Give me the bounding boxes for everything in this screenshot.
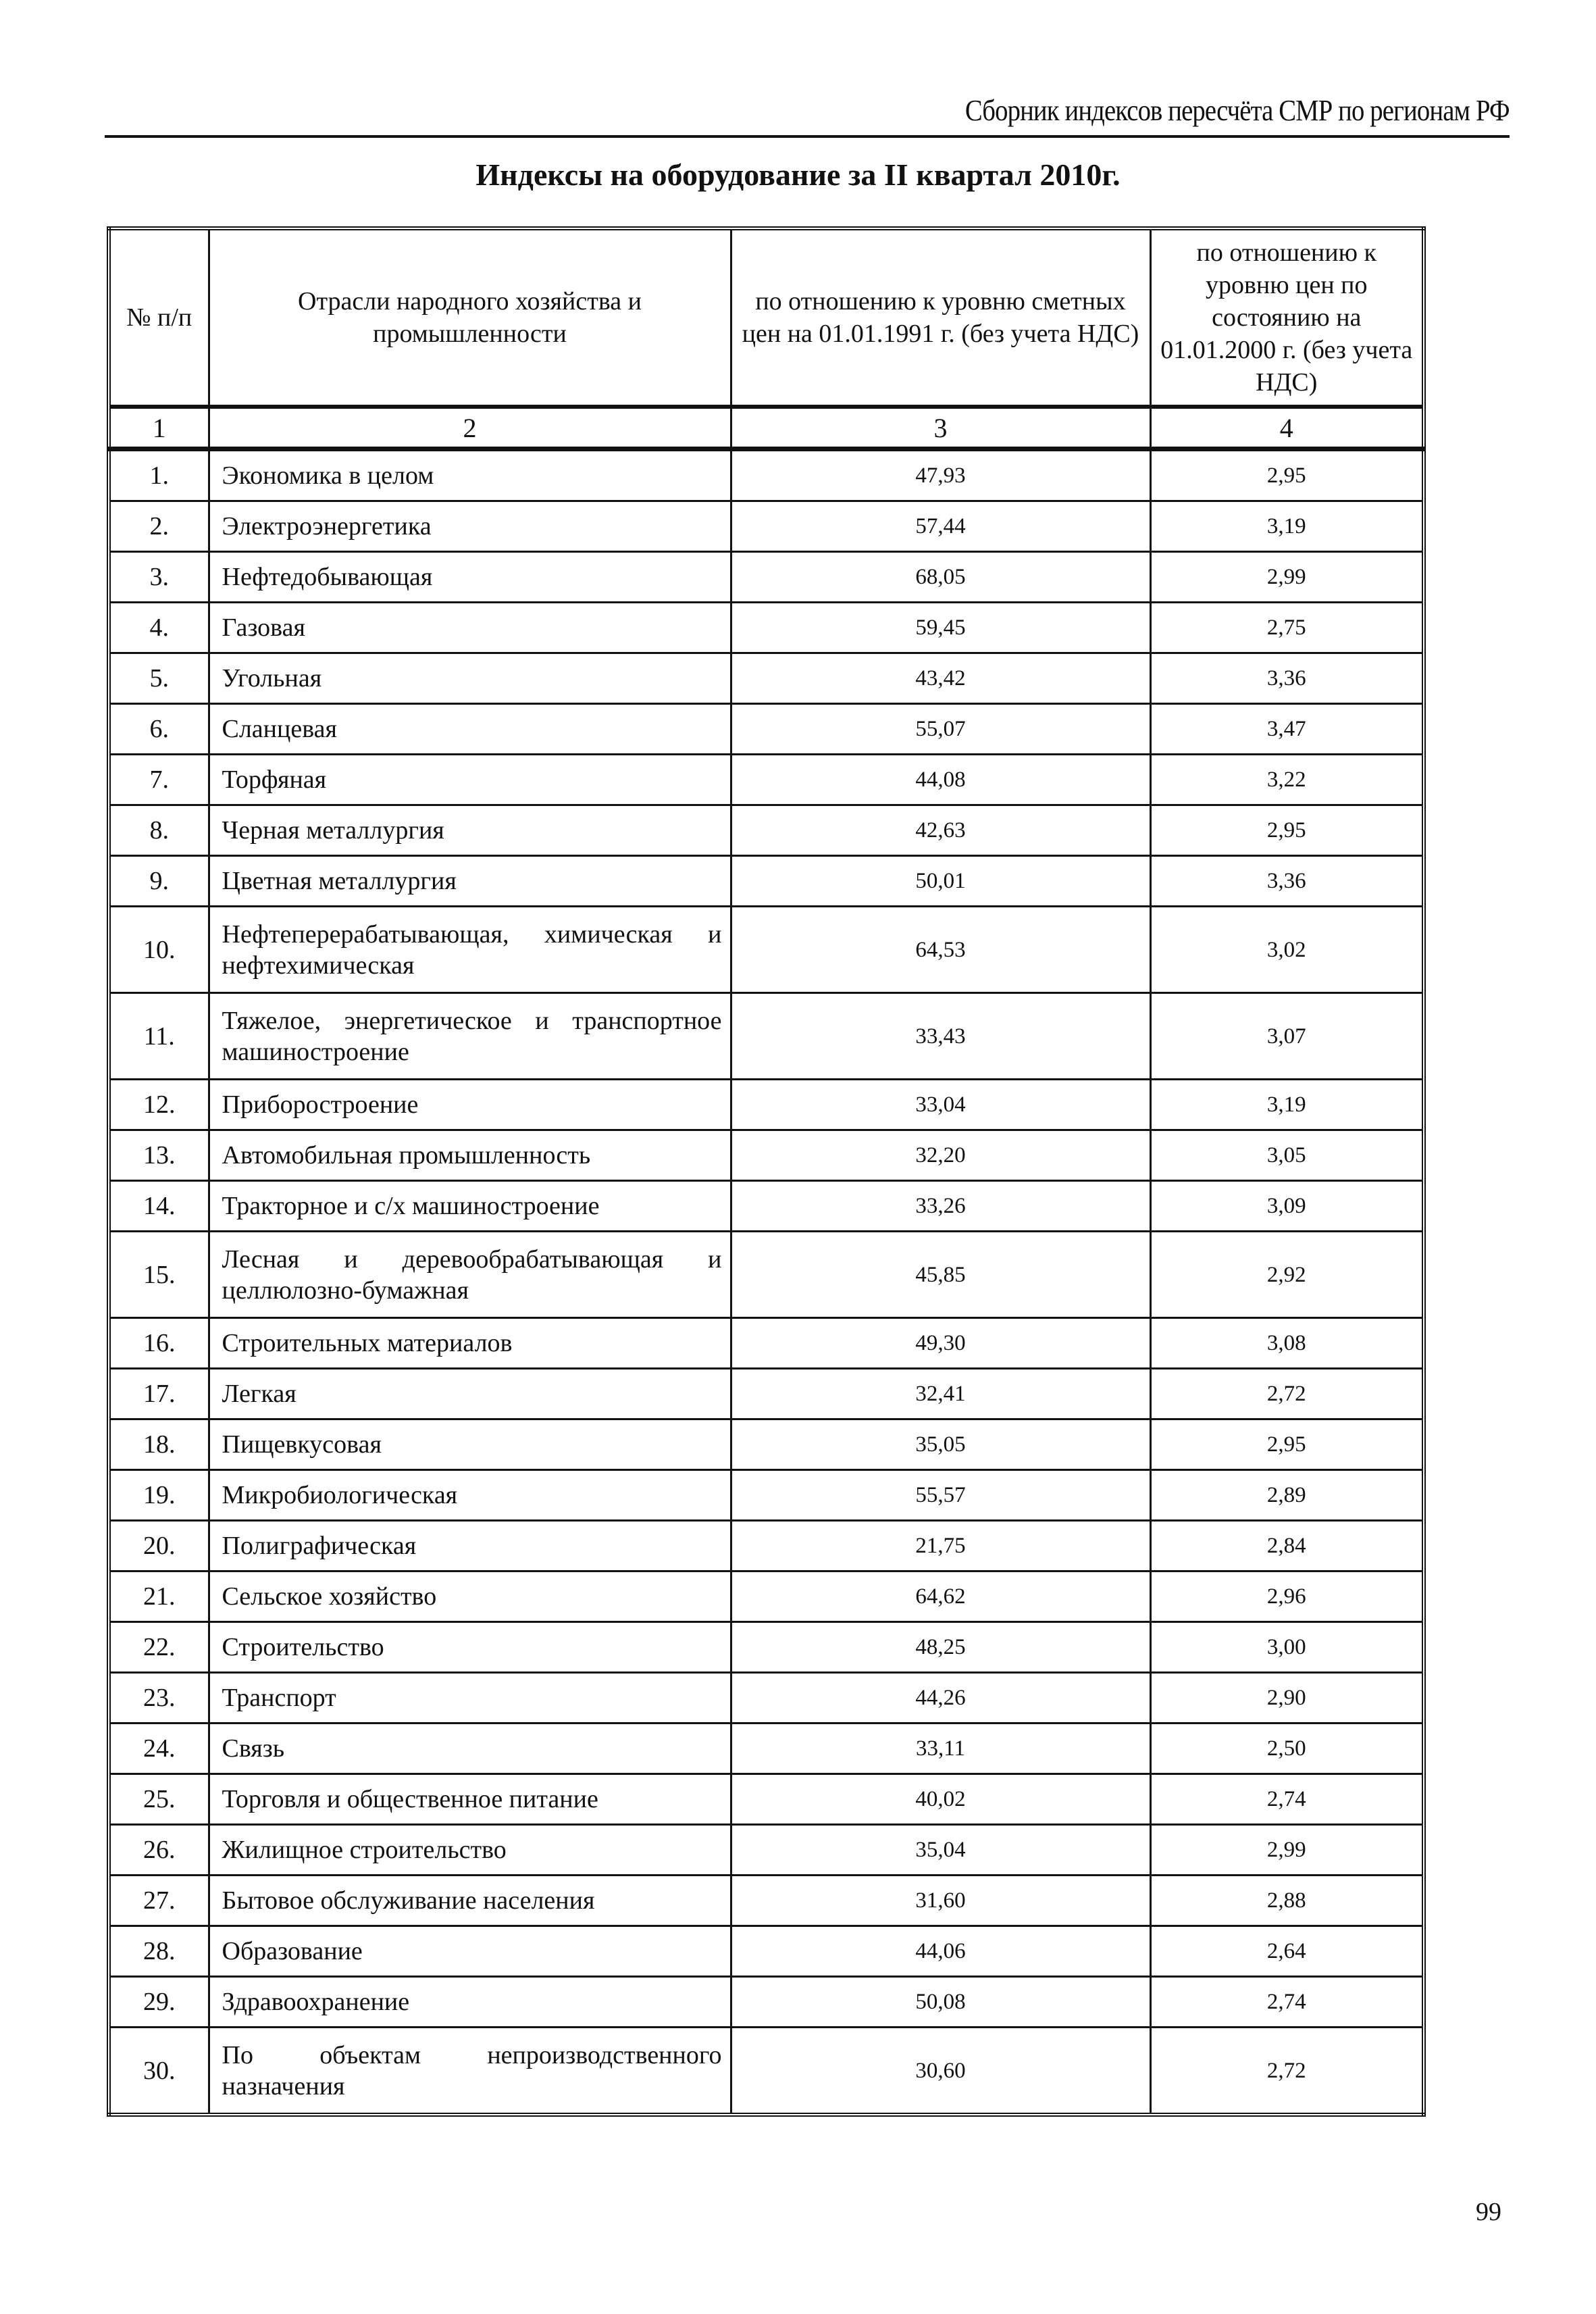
table-row xyxy=(109,501,1424,552)
index-1991-text: 44,06 xyxy=(915,1939,966,1963)
row-number-text: 14. xyxy=(143,1192,176,1220)
row-number-text: 18. xyxy=(143,1430,176,1459)
industry-name-text: Связь xyxy=(222,1734,285,1763)
index-2000-text: 3,47 xyxy=(1266,717,1306,741)
index-2000-text: 3,09 xyxy=(1266,1194,1306,1218)
table-row xyxy=(109,993,1424,1080)
row-number-text: 22. xyxy=(143,1633,176,1661)
index-2000 xyxy=(1150,1369,1424,1419)
index-2000 xyxy=(1150,501,1424,552)
index-1991 xyxy=(731,1724,1150,1774)
index-1991 xyxy=(731,1622,1150,1673)
index-2000-text: 2,95 xyxy=(1266,818,1306,842)
industry-name xyxy=(209,1232,731,1318)
row-number xyxy=(109,501,209,552)
index-2000-text: 3,36 xyxy=(1266,666,1306,690)
index-1991-text: 32,20 xyxy=(915,1143,966,1167)
industry-name xyxy=(209,449,731,501)
row-number xyxy=(109,2028,209,2115)
industry-name-text: Строительство xyxy=(222,1633,384,1661)
industry-name xyxy=(209,1774,731,1825)
industry-name-text: Газовая xyxy=(222,613,305,642)
index-1991-text: 33,04 xyxy=(915,1092,966,1117)
index-2000 xyxy=(1150,1181,1424,1232)
table-row xyxy=(109,449,1424,501)
index-1991 xyxy=(731,449,1150,501)
index-2000-text: 2,50 xyxy=(1266,1736,1306,1761)
index-1991 xyxy=(731,1521,1150,1571)
index-1991 xyxy=(731,1876,1150,1926)
index-2000-text: 2,95 xyxy=(1266,463,1306,488)
industry-name xyxy=(209,1521,731,1571)
table-row xyxy=(109,1232,1424,1318)
row-number-text: 29. xyxy=(143,1988,176,2016)
industry-name-text: Жилищное строительство xyxy=(222,1836,507,1864)
industry-name-text: Угольная xyxy=(222,664,322,693)
industry-name-text: Микробиологическая xyxy=(222,1481,458,1509)
industry-name xyxy=(209,653,731,704)
industry-name xyxy=(209,1673,731,1724)
index-2000 xyxy=(1150,1470,1424,1521)
index-2000 xyxy=(1150,1622,1424,1673)
industry-name-text: Транспорт xyxy=(222,1684,336,1712)
industry-name-text: Строительных материалов xyxy=(222,1329,513,1357)
index-2000 xyxy=(1150,1318,1424,1369)
industry-name-text: Торговля и общественное питание xyxy=(222,1785,598,1813)
table-row xyxy=(109,1977,1424,2028)
row-number xyxy=(109,1876,209,1926)
row-number xyxy=(109,805,209,856)
index-2000 xyxy=(1150,856,1424,907)
index-1991 xyxy=(731,1774,1150,1825)
index-1991-text: 49,30 xyxy=(915,1331,966,1355)
index-1991-text: 64,53 xyxy=(915,937,966,962)
industry-name-text: Полиграфическая xyxy=(222,1532,417,1560)
row-number-text: 25. xyxy=(143,1785,176,1813)
industry-name xyxy=(209,2028,731,2115)
table-row xyxy=(109,603,1424,653)
row-number-text: 1. xyxy=(149,461,169,490)
industry-name-text: Сельское хозяйство xyxy=(222,1582,437,1611)
row-number-text: 9. xyxy=(149,867,169,895)
index-1991-text: 21,75 xyxy=(915,1534,966,1558)
row-number-text: 15. xyxy=(143,1260,176,1289)
index-1991-text: 57,44 xyxy=(915,514,966,538)
row-number-text: 16. xyxy=(143,1329,176,1357)
industry-name-text: Приборостроение xyxy=(222,1090,419,1119)
industry-name xyxy=(209,1130,731,1181)
index-1991 xyxy=(731,1673,1150,1724)
industry-name-text: Бытовое обслуживание населения xyxy=(222,1886,595,1915)
index-1991 xyxy=(731,2028,1150,2115)
table-row xyxy=(109,1774,1424,1825)
row-number xyxy=(109,1977,209,2028)
row-number-text: 4. xyxy=(149,613,169,642)
table-row xyxy=(109,1419,1424,1470)
table-row xyxy=(109,856,1424,907)
index-table xyxy=(107,226,1426,2117)
index-2000 xyxy=(1150,653,1424,704)
running-header: Сборник индексов пересчёта СМР по регионам РФ xyxy=(965,94,1510,127)
index-1991-text: 40,02 xyxy=(915,1787,966,1811)
table-row xyxy=(109,704,1424,755)
index-1991-text: 35,04 xyxy=(915,1838,966,1862)
industry-name xyxy=(209,1977,731,2028)
index-2000 xyxy=(1150,1130,1424,1181)
index-2000 xyxy=(1150,704,1424,755)
index-2000-text: 3,08 xyxy=(1266,1331,1306,1355)
index-2000-text: 2,90 xyxy=(1266,1686,1306,1710)
index-2000 xyxy=(1150,552,1424,603)
index-1991 xyxy=(731,552,1150,603)
index-2000 xyxy=(1150,1724,1424,1774)
row-number xyxy=(109,1232,209,1318)
industry-name xyxy=(209,501,731,552)
header-number: № п/п xyxy=(109,228,209,407)
row-number-text: 21. xyxy=(143,1582,176,1611)
industry-name-text: Электроэнергетика xyxy=(222,512,432,540)
column-number: 3 xyxy=(731,407,1150,449)
index-1991-text: 43,42 xyxy=(915,666,966,690)
index-2000 xyxy=(1150,1521,1424,1571)
table-row xyxy=(109,1926,1424,1977)
index-1991 xyxy=(731,856,1150,907)
industry-name xyxy=(209,603,731,653)
table-row xyxy=(109,1876,1424,1926)
index-1991 xyxy=(731,1825,1150,1876)
page-title: Индексы на оборудование за II квартал 2010г. xyxy=(475,157,1121,192)
row-number-text: 26. xyxy=(143,1836,176,1864)
index-1991-text: 33,26 xyxy=(915,1194,966,1218)
row-number-text: 13. xyxy=(143,1141,176,1169)
index-1991 xyxy=(731,603,1150,653)
index-1991 xyxy=(731,1080,1150,1130)
page-number: 99 xyxy=(1476,2198,1501,2226)
table-row xyxy=(109,1622,1424,1673)
index-1991-text: 50,01 xyxy=(915,869,966,893)
table-row xyxy=(109,1571,1424,1622)
index-2000-text: 3,19 xyxy=(1266,1092,1306,1117)
row-number xyxy=(109,993,209,1080)
index-1991 xyxy=(731,1318,1150,1369)
index-2000-text: 3,02 xyxy=(1266,937,1306,962)
index-2000 xyxy=(1150,1419,1424,1470)
industry-name xyxy=(209,755,731,805)
row-number-text: 19. xyxy=(143,1481,176,1509)
industry-name-text: Тракторное и с/х машиностроение xyxy=(222,1192,600,1220)
index-1991 xyxy=(731,1181,1150,1232)
index-1991-text: 33,43 xyxy=(915,1024,966,1049)
index-2000-text: 3,05 xyxy=(1266,1143,1306,1167)
row-number-text: 3. xyxy=(149,563,169,591)
table-header-row xyxy=(109,228,1424,407)
row-number-text: 17. xyxy=(143,1380,176,1408)
index-2000 xyxy=(1150,907,1424,993)
index-2000 xyxy=(1150,993,1424,1080)
row-number xyxy=(109,1130,209,1181)
index-2000 xyxy=(1150,449,1424,501)
header-index-2000: по отношению к уровню цен по состоянию на 01.01.2000 г. (без учета НДС) xyxy=(1150,228,1424,407)
index-2000 xyxy=(1150,1774,1424,1825)
row-number xyxy=(109,704,209,755)
index-1991 xyxy=(731,755,1150,805)
index-1991 xyxy=(731,907,1150,993)
index-2000 xyxy=(1150,1232,1424,1318)
index-2000 xyxy=(1150,1977,1424,2028)
industry-name xyxy=(209,805,731,856)
industry-name xyxy=(209,1724,731,1774)
industry-name xyxy=(209,1825,731,1876)
industry-name xyxy=(209,1318,731,1369)
row-number-text: 27. xyxy=(143,1886,176,1915)
index-1991 xyxy=(731,1232,1150,1318)
row-number-text: 24. xyxy=(143,1734,176,1763)
index-1991-text: 33,11 xyxy=(915,1736,966,1761)
index-2000-text: 2,88 xyxy=(1266,1888,1306,1913)
index-1991-text: 42,63 xyxy=(915,818,966,842)
row-number-text: 6. xyxy=(149,715,169,743)
index-1991-text: 59,45 xyxy=(915,615,966,640)
row-number xyxy=(109,1318,209,1369)
index-2000-text: 3,00 xyxy=(1266,1635,1306,1659)
row-number-text: 8. xyxy=(149,816,169,845)
column-number: 1 xyxy=(109,407,209,449)
table-row xyxy=(109,907,1424,993)
row-number xyxy=(109,1825,209,1876)
industry-name xyxy=(209,1571,731,1622)
table-row xyxy=(109,1470,1424,1521)
index-2000-text: 2,72 xyxy=(1266,2058,1306,2083)
header-index-1991: по отношению к уровню сметных цен на 01.01.1991 г. (без учета НДС) xyxy=(731,228,1150,407)
index-2000 xyxy=(1150,1825,1424,1876)
row-number xyxy=(109,856,209,907)
industry-name xyxy=(209,856,731,907)
industry-name xyxy=(209,1181,731,1232)
header-industry: Отрасли народного хозяйства и промышленности xyxy=(209,228,731,407)
table-row xyxy=(109,805,1424,856)
index-1991 xyxy=(731,1130,1150,1181)
index-1991 xyxy=(731,1419,1150,1470)
index-1991 xyxy=(731,501,1150,552)
index-1991-text: 45,85 xyxy=(915,1262,966,1287)
industry-name-text: По объектам непроизводственного назначения xyxy=(222,2040,722,2101)
column-number: 4 xyxy=(1150,407,1424,449)
table-row xyxy=(109,1318,1424,1369)
index-2000 xyxy=(1150,805,1424,856)
industry-name-text: Тяжелое, энергетическое и транспортное машиностроение xyxy=(222,1006,722,1066)
index-2000 xyxy=(1150,1571,1424,1622)
row-number xyxy=(109,1571,209,1622)
index-2000-text: 2,96 xyxy=(1266,1584,1306,1609)
industry-name-text: Экономика в целом xyxy=(222,461,434,490)
industry-name-text: Нефтедобывающая xyxy=(222,563,433,591)
row-number xyxy=(109,653,209,704)
index-2000-text: 2,99 xyxy=(1266,565,1306,589)
index-2000-text: 2,89 xyxy=(1266,1483,1306,1507)
index-2000 xyxy=(1150,603,1424,653)
index-2000-text: 2,72 xyxy=(1266,1382,1306,1406)
table-body xyxy=(109,449,1424,2115)
index-1991 xyxy=(731,993,1150,1080)
row-number xyxy=(109,603,209,653)
row-number-text: 12. xyxy=(143,1090,176,1119)
row-number xyxy=(109,1774,209,1825)
row-number-text: 11. xyxy=(143,1022,175,1051)
index-2000-text: 2,84 xyxy=(1266,1534,1306,1558)
table-row xyxy=(109,1369,1424,1419)
index-1991-text: 68,05 xyxy=(915,565,966,589)
row-number xyxy=(109,1369,209,1419)
industry-name xyxy=(209,704,731,755)
index-1991 xyxy=(731,653,1150,704)
index-1991-text: 50,08 xyxy=(915,1990,966,2014)
index-1991 xyxy=(731,1470,1150,1521)
table-row xyxy=(109,1825,1424,1876)
index-2000-text: 2,74 xyxy=(1266,1990,1306,2014)
industry-name xyxy=(209,993,731,1080)
index-2000 xyxy=(1150,2028,1424,2115)
row-number xyxy=(109,1622,209,1673)
industry-name-text: Автомобильная промышленность xyxy=(222,1141,591,1169)
industry-name xyxy=(209,1419,731,1470)
index-1991-text: 32,41 xyxy=(915,1382,966,1406)
industry-name xyxy=(209,1622,731,1673)
industry-name-text: Лесная и деревообрабатывающая и целлюлозно-бумажная xyxy=(222,1244,722,1305)
industry-name xyxy=(209,1926,731,1977)
index-2000-text: 2,75 xyxy=(1266,615,1306,640)
table-row xyxy=(109,1724,1424,1774)
index-1991-text: 35,05 xyxy=(915,1432,966,1457)
index-2000 xyxy=(1150,755,1424,805)
industry-name xyxy=(209,1470,731,1521)
index-2000-text: 3,19 xyxy=(1266,514,1306,538)
row-number xyxy=(109,1470,209,1521)
table-row xyxy=(109,755,1424,805)
index-2000-text: 2,95 xyxy=(1266,1432,1306,1457)
industry-name-text: Торфяная xyxy=(222,765,327,794)
industry-name-text: Сланцевая xyxy=(222,715,337,743)
column-number-row xyxy=(109,407,1424,449)
row-number-text: 30. xyxy=(143,2056,176,2085)
index-2000 xyxy=(1150,1926,1424,1977)
industry-name xyxy=(209,1080,731,1130)
row-number-text: 23. xyxy=(143,1684,176,1712)
industry-name-text: Здравоохранение xyxy=(222,1988,410,2016)
index-2000-text: 2,64 xyxy=(1266,1939,1306,1963)
index-1991 xyxy=(731,1571,1150,1622)
column-number: 2 xyxy=(209,407,731,449)
index-1991 xyxy=(731,805,1150,856)
industry-name xyxy=(209,1876,731,1926)
row-number-text: 10. xyxy=(143,935,176,964)
table-row xyxy=(109,1521,1424,1571)
table-row xyxy=(109,653,1424,704)
index-2000-text: 3,22 xyxy=(1266,768,1306,792)
index-1991-text: 47,93 xyxy=(915,463,966,488)
index-1991-text: 44,26 xyxy=(915,1686,966,1710)
row-number-text: 2. xyxy=(149,512,169,540)
industry-name xyxy=(209,1369,731,1419)
table-row xyxy=(109,1673,1424,1724)
index-1991 xyxy=(731,1926,1150,1977)
index-1991-text: 31,60 xyxy=(915,1888,966,1913)
header-rule xyxy=(105,135,1510,138)
index-1991-text: 44,08 xyxy=(915,768,966,792)
industry-name-text: Нефтеперерабатывающая, химическая и нефтехимическая xyxy=(222,920,722,980)
row-number xyxy=(109,1080,209,1130)
table-row xyxy=(109,2028,1424,2115)
industry-name xyxy=(209,907,731,993)
index-2000-text: 3,36 xyxy=(1266,869,1306,893)
industry-name-text: Образование xyxy=(222,1937,363,1965)
index-1991-text: 64,62 xyxy=(915,1584,966,1609)
row-number xyxy=(109,449,209,501)
index-1991-text: 48,25 xyxy=(915,1635,966,1659)
index-2000-text: 2,99 xyxy=(1266,1838,1306,1862)
industry-name-text: Пищевкусовая xyxy=(222,1430,382,1459)
index-2000 xyxy=(1150,1080,1424,1130)
industry-name xyxy=(209,552,731,603)
index-1991 xyxy=(731,1977,1150,2028)
index-1991 xyxy=(731,704,1150,755)
row-number xyxy=(109,755,209,805)
row-number xyxy=(109,1673,209,1724)
index-2000-text: 2,74 xyxy=(1266,1787,1306,1811)
table-row xyxy=(109,1181,1424,1232)
row-number xyxy=(109,1926,209,1977)
index-1991-text: 30,60 xyxy=(915,2058,966,2083)
row-number-text: 28. xyxy=(143,1937,176,1965)
row-number-text: 7. xyxy=(149,765,169,794)
index-1991 xyxy=(731,1369,1150,1419)
index-2000 xyxy=(1150,1673,1424,1724)
industry-name-text: Легкая xyxy=(222,1380,297,1408)
table-row xyxy=(109,552,1424,603)
row-number xyxy=(109,907,209,993)
index-2000-text: 3,07 xyxy=(1266,1024,1306,1049)
row-number-text: 5. xyxy=(149,664,169,693)
industry-name-text: Цветная металлургия xyxy=(222,867,457,895)
industry-name-text: Черная металлургия xyxy=(222,816,444,845)
table-row xyxy=(109,1080,1424,1130)
index-1991-text: 55,57 xyxy=(915,1483,966,1507)
row-number xyxy=(109,1724,209,1774)
index-2000-text: 2,92 xyxy=(1266,1262,1306,1287)
table-row xyxy=(109,1130,1424,1181)
row-number xyxy=(109,552,209,603)
index-1991-text: 55,07 xyxy=(915,717,966,741)
row-number xyxy=(109,1181,209,1232)
index-2000 xyxy=(1150,1876,1424,1926)
row-number-text: 20. xyxy=(143,1532,176,1560)
row-number xyxy=(109,1419,209,1470)
row-number xyxy=(109,1521,209,1571)
